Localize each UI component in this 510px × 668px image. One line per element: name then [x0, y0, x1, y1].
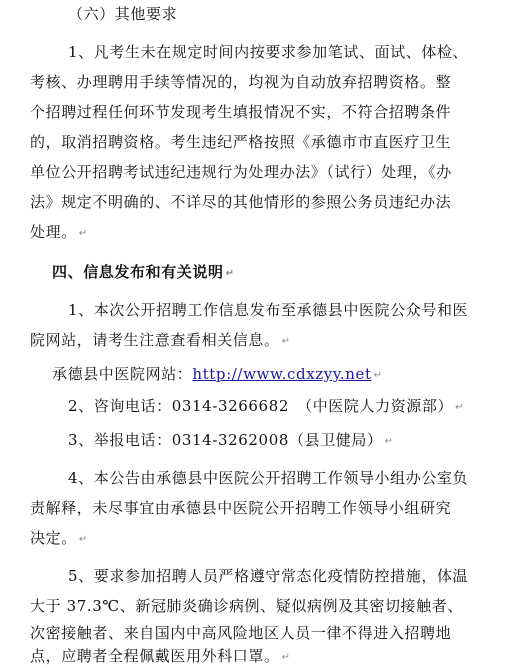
paragraph-mark-icon: ↵ — [455, 402, 465, 413]
report-phone-line — [68, 430, 394, 452]
paragraph-text: 处理。 — [30, 223, 77, 241]
paragraph-text: 大于 37.3℃、新冠肺炎确诊病例、疑似病例及其密切接触者、 — [30, 597, 463, 615]
paragraph-line — [30, 498, 451, 518]
subsection-title-text: （六）其他要求 — [68, 5, 178, 23]
website-link[interactable]: http://www.cdxzyy.net — [192, 365, 372, 383]
paragraph-text: 4、本公告由承德县中医院公开招聘工作领导小组办公室负 — [68, 469, 469, 487]
paragraph-text: 点，应聘者全程佩戴医用外科口罩。 — [30, 647, 280, 665]
paragraph-line — [30, 596, 463, 616]
paragraph-mark-icon: ↵ — [281, 652, 291, 663]
paragraph-text: 考核、办理聘用手续等情况的，均视为自动放弃招聘资格。整 — [30, 73, 452, 91]
website-label: 承德县中医院网站： — [52, 365, 193, 383]
paragraph-text: 单位公开招聘考试违纪违规行为处理办法》（试行）处理，《办 — [30, 163, 452, 181]
paragraph-mark-icon: ↵ — [78, 534, 88, 545]
section-heading — [52, 262, 235, 284]
paragraph-mark-icon: ↵ — [384, 436, 394, 447]
paragraph-line — [68, 300, 468, 320]
consult-phone-line — [68, 396, 464, 418]
paragraph-line — [30, 222, 88, 244]
website-line — [52, 364, 383, 386]
paragraph-text: 责解释，未尽事宜由承德县中医院公开招聘工作领导小组研究 — [30, 499, 452, 517]
paragraph-text: 次密接触者、来自国内中高风险地区人员一律不得进入招聘地 — [30, 624, 452, 642]
paragraph-line — [68, 468, 468, 488]
paragraph-text: 1、本次公开招聘工作信息发布至承德县中医院公众号和医 — [68, 301, 469, 319]
paragraph-mark-icon: ↵ — [373, 370, 383, 381]
paragraph-line — [30, 623, 451, 643]
paragraph-line — [30, 528, 88, 550]
paragraph-line — [30, 330, 291, 352]
paragraph-mark-icon: ↵ — [281, 336, 291, 347]
paragraph-line — [30, 646, 291, 668]
paragraph-line — [30, 72, 451, 92]
paragraph-line — [30, 162, 452, 182]
paragraph-text: 的，取消招聘资格。考生违纪严格按照《承德市市直医疗卫生 — [30, 133, 452, 151]
paragraph-mark-icon: ↵ — [225, 268, 235, 279]
consult-phone-text: 2、咨询电话：0314-3266682 （中医院人力资源部） — [68, 397, 454, 415]
paragraph-line — [30, 102, 451, 122]
paragraph-mark-icon: ↵ — [78, 228, 88, 239]
paragraph-line — [68, 566, 468, 586]
paragraph-text: 法》规定不明确的、不详尽的其他情形的参照公务员违纪办法 — [30, 193, 452, 211]
paragraph-line — [30, 132, 451, 152]
paragraph-line — [30, 192, 451, 212]
paragraph-text: 决定。 — [30, 529, 77, 547]
paragraph-text: 1、凡考生未在规定时间内按要求参加笔试、面试、体检、 — [68, 43, 469, 61]
paragraph-text: 5、要求参加招聘人员严格遵守常态化疫情防控措施，体温 — [68, 567, 469, 585]
report-phone-text: 3、举报电话：0314-3262008（县卫健局） — [68, 431, 383, 449]
section-heading-text: 四、信息发布和有关说明 — [52, 263, 224, 281]
paragraph-line — [68, 42, 468, 62]
paragraph-text: 院网站，请考生注意查看相关信息。 — [30, 331, 280, 349]
subsection-title — [68, 4, 177, 24]
paragraph-text: 个招聘过程任何环节发现考生填报情况不实，不符合招聘条件 — [30, 103, 452, 121]
